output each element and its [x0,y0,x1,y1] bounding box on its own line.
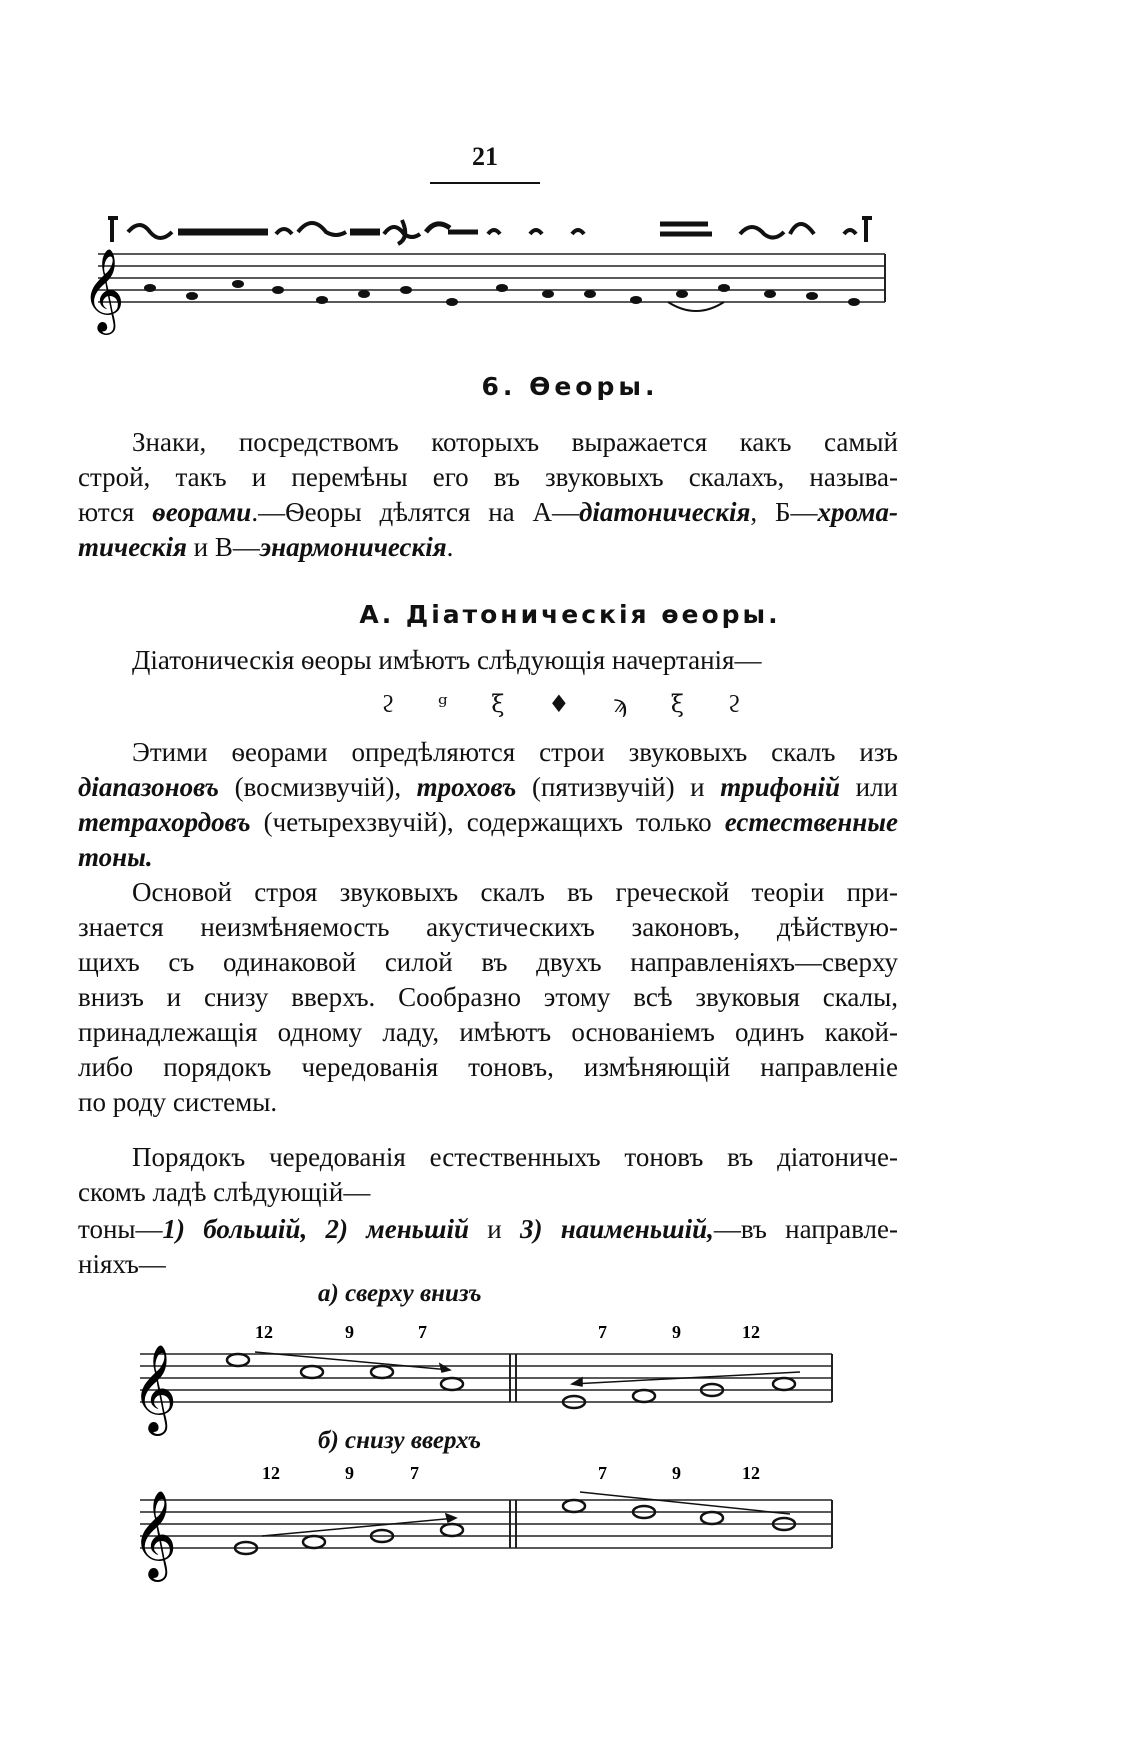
example-b-staff [0,1420,1140,1578]
treble-clef-icon: 𝄞 [132,1489,177,1578]
paragraph-theory: Основой строя звуковыхъ скалъ въ греческой теоріи при- знается неизмѣняемость акустическихъ законовъ, дѣйствую- щихъ съ одинаковой силой въ двухъ направленіяхъ—сверху внизъ и снизу вверхъ. Сообразно этому всѣ звуковыя скалы, принадлежащія одному ладу, имѣютъ основаніемъ одинъ какой- либо порядокъ чередованія тоновъ, измѣняющій направленіе по роду системы. [78,877,898,1117]
example-b-number: 12 [742,1463,760,1483]
example-b-number: 9 [345,1463,354,1483]
slur [668,302,724,311]
paragraph-scales: Этими ѳеорами опредѣляются строи звуковыхъ скалъ изъ діапазоновъ (восмизвучій), троховъ (пятизвучій) и трифоній или тетрахордовъ (четырехзвучій), содержащихъ только естественные тоны. [78,737,898,872]
paragraph-foory-definition: Знаки, посредствомъ которыхъ выражается какъ самый строй, такъ и перемѣны его въ звуковыхъ скалахъ, называ- ются ѳеорами.—Ѳеоры дѣлятся на А—діатоническія, Б—хрома- тическія и В—энармоническія. [78,427,898,562]
example-a-number: 9 [345,1322,354,1342]
example-a-number: 9 [672,1322,681,1342]
example-b-number: 12 [262,1463,280,1483]
neume-staff-example [0,210,1140,340]
example-b-number: 9 [672,1463,681,1483]
fthora-glyphs: ϩ ᵍ ξ ♦ ϡ ξ ϩ [381,690,759,718]
example-a-staff [0,1270,1140,1432]
example-b-number: 7 [410,1463,419,1483]
section-title-diatonic: А. Діатоническія ѳеоры. [359,600,781,629]
neume-line [108,218,872,244]
example-b-number: 7 [598,1463,607,1483]
page-number: 21 [472,142,498,171]
treble-clef-icon: 𝄞 [82,247,125,331]
paragraph-tones: тоны—1) большій, 2) меньшій и 3) наименьшій,—въ направле- ніяхъ— [78,1214,899,1279]
treble-clef-icon: 𝄞 [132,1343,177,1432]
example-a-number: 12 [255,1322,273,1342]
section-title-foory: 6. Ѳеоры. [481,372,659,401]
example-a-number: 7 [418,1322,427,1342]
page-number-rule [430,182,540,184]
example-a-caption: а) сверху внизъ [318,1280,482,1307]
example-a-number: 7 [598,1322,607,1342]
paragraph-order: Порядокъ чередованія естественныхъ тоновъ въ діатониче- скомъ ладѣ слѣдующій— [78,1142,898,1207]
example-b-caption: б) снизу вверхъ [318,1427,482,1454]
example-a-number: 12 [742,1322,760,1342]
paragraph-diatonic-intro: Діатоническія ѳеоры имѣютъ слѣдующія начертанія— [132,645,762,675]
